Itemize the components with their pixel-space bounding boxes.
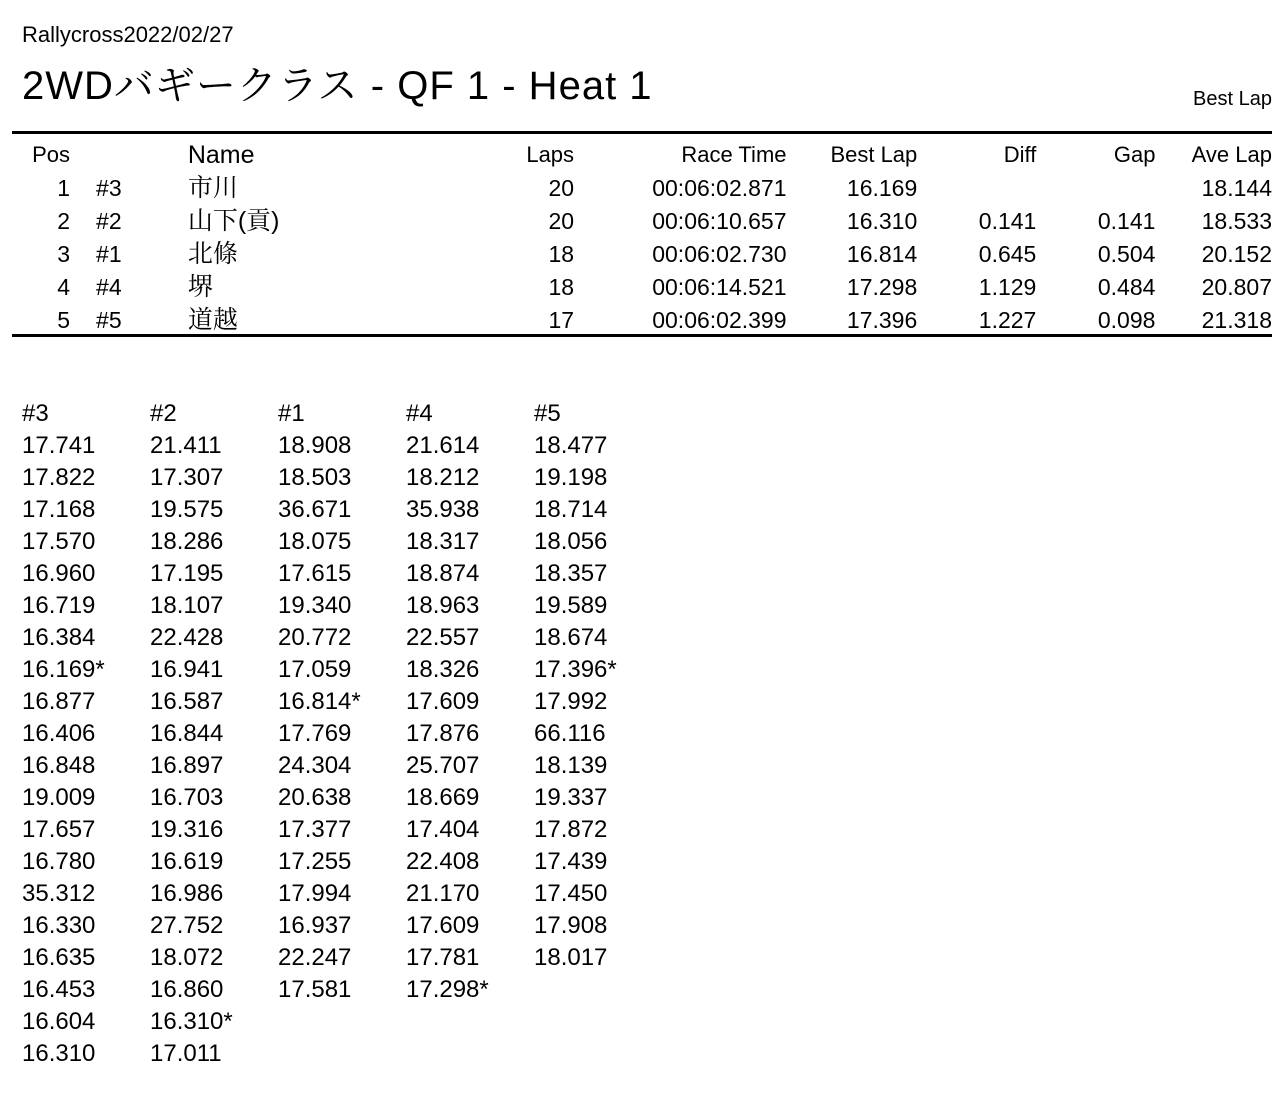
cell-gap: 0.098 (1097, 307, 1156, 333)
lap-cell: 17.396* (534, 656, 617, 683)
lap-cell: 16.619 (150, 848, 224, 875)
lap-cell: 16.703 (150, 784, 224, 811)
lap-cell: 35.312 (22, 880, 96, 907)
lap-cell: 16.406 (22, 720, 96, 747)
cell-gap: 0.141 (1097, 208, 1156, 234)
lap-cell: 18.075 (278, 528, 352, 555)
lap-cell: 19.340 (278, 592, 352, 619)
table-row (12, 271, 1272, 304)
cell-laps: 18 (548, 241, 575, 267)
cell-bestlap: 16.310 (846, 208, 918, 234)
lap-cell: 22.557 (406, 624, 480, 651)
lap-cell: 21.170 (406, 880, 480, 907)
lap-cell: 16.310* (150, 1008, 233, 1035)
col-header-racetime: Race Time (681, 142, 787, 167)
cell-name: 市川 (187, 174, 238, 202)
lap-column-header: #3 (22, 400, 49, 427)
lap-cell: 18.072 (150, 944, 224, 971)
lap-cell: 24.304 (278, 752, 352, 779)
lap-cell: 17.615 (278, 560, 352, 587)
lap-cell: 16.860 (150, 976, 224, 1003)
lap-cell: 19.198 (534, 464, 608, 491)
lap-column-car-4 (406, 398, 534, 1070)
lap-cell: 16.844 (150, 720, 224, 747)
lap-column-car-3 (22, 398, 150, 1070)
lap-cell: 18.107 (150, 592, 224, 619)
lap-cell: 17.609 (406, 912, 480, 939)
lap-cell: 22.408 (406, 848, 480, 875)
lap-cell: 16.310 (22, 1040, 96, 1067)
lap-cell (534, 1006, 662, 1038)
cell-bestlap: 16.169 (846, 175, 918, 201)
lap-cell: 16.780 (22, 848, 96, 875)
best-lap-legend: Best Lap (1193, 88, 1272, 110)
lap-cell: 16.453 (22, 976, 96, 1003)
lap-cell: 18.714 (534, 496, 608, 523)
lap-cell: 16.384 (22, 624, 96, 651)
lap-cell: 17.781 (406, 944, 480, 971)
cell-number: #3 (96, 175, 122, 201)
cell-racetime: 00:06:14.521 (652, 274, 787, 300)
lap-cell: 21.411 (150, 432, 222, 459)
lap-cell: 17.908 (534, 912, 608, 939)
lap-cell: 18.017 (534, 944, 608, 971)
lap-cell: 17.822 (22, 464, 96, 491)
cell-name: 山下(貢) (187, 207, 280, 235)
lap-cell: 17.255 (278, 848, 352, 875)
lap-cell: 17.657 (22, 816, 96, 843)
cell-bestlap: 17.298 (846, 274, 918, 300)
lap-cell: 19.589 (534, 592, 608, 619)
lap-cell: 22.428 (150, 624, 224, 651)
cell-racetime: 00:06:02.871 (652, 175, 787, 201)
lap-cell (278, 1006, 406, 1038)
lap-cell (534, 1038, 662, 1070)
lap-cell (406, 1006, 534, 1038)
cell-bestlap: 16.814 (846, 241, 918, 267)
cell-diff: 1.227 (978, 307, 1037, 333)
lap-cell: 18.056 (534, 528, 608, 555)
lap-cell: 16.937 (278, 912, 352, 939)
cell-pos: 4 (57, 274, 71, 300)
lap-cell: 17.609 (406, 688, 480, 715)
lap-cell: 16.604 (22, 1008, 96, 1035)
cell-pos: 3 (57, 241, 71, 267)
col-header-bestlap: Best Lap (830, 142, 918, 167)
col-header-pos: Pos (32, 142, 71, 167)
lap-cell: 17.994 (278, 880, 352, 907)
lap-cell: 35.938 (406, 496, 480, 523)
lap-column-car-5 (534, 398, 662, 1070)
lap-cell: 19.316 (150, 816, 224, 843)
lap-column-header: #2 (150, 400, 177, 427)
cell-number: #2 (96, 208, 122, 234)
lap-cell: 18.674 (534, 624, 608, 651)
cell-number: #4 (96, 274, 122, 300)
lap-cell: 18.874 (406, 560, 480, 587)
cell-diff: 0.141 (978, 208, 1037, 234)
col-header-diff: Diff (1003, 142, 1037, 167)
lap-cell: 16.986 (150, 880, 224, 907)
lap-cell: 17.876 (406, 720, 480, 747)
lap-cell: 16.814* (278, 688, 361, 715)
lap-cell: 17.298* (406, 976, 489, 1003)
lap-cell: 17.059 (278, 656, 352, 683)
lap-cell: 27.752 (150, 912, 224, 939)
lap-cell: 18.286 (150, 528, 224, 555)
cell-avelap: 21.318 (1201, 307, 1272, 333)
lap-cell (406, 1038, 534, 1070)
lap-cell: 17.741 (22, 432, 96, 459)
lap-cell: 18.212 (406, 464, 480, 491)
lap-column-car-1 (278, 398, 406, 1070)
cell-laps: 18 (548, 274, 575, 300)
divider-bottom (12, 334, 1272, 337)
lap-column-header: #5 (534, 400, 561, 427)
lap-cell: 16.877 (22, 688, 96, 715)
cell-pos: 2 (57, 208, 71, 234)
page-title: 2WDバギークラス - QF 1 - Heat 1 (22, 64, 653, 108)
col-header-number (74, 139, 176, 172)
divider-top (12, 131, 1272, 134)
lap-cell: 16.330 (22, 912, 96, 939)
lap-cell: 16.848 (22, 752, 96, 779)
lap-cell: 22.247 (278, 944, 352, 971)
lap-cell: 25.707 (406, 752, 480, 779)
lap-cell: 16.169* (22, 656, 105, 683)
cell-diff: 1.129 (978, 274, 1037, 300)
lap-cell: 17.404 (406, 816, 480, 843)
lap-cell: 66.116 (534, 720, 606, 747)
lap-cell: 17.992 (534, 688, 608, 715)
lap-cell: 17.450 (534, 880, 608, 907)
cell-laps: 20 (548, 175, 575, 201)
lap-cell: 18.503 (278, 464, 352, 491)
lap-cell: 20.772 (278, 624, 352, 651)
cell-name: 北條 (187, 240, 238, 268)
results-table (12, 139, 1272, 337)
lap-cell (534, 974, 662, 1006)
cell-name: 道越 (187, 306, 238, 334)
lap-cell: 17.570 (22, 528, 96, 555)
results-table-body (12, 172, 1272, 337)
lap-cell: 16.719 (22, 592, 96, 619)
cell-racetime: 00:06:02.730 (652, 241, 787, 267)
cell-pos: 1 (57, 175, 71, 201)
lap-column-header: #4 (406, 400, 433, 427)
table-row (12, 172, 1272, 205)
lap-cell: 18.317 (406, 528, 480, 555)
table-row (12, 304, 1272, 337)
cell-avelap: 20.152 (1201, 241, 1272, 267)
lap-cell: 16.587 (150, 688, 224, 715)
lap-cell: 17.872 (534, 816, 608, 843)
cell-gap: 0.484 (1097, 274, 1156, 300)
cell-gap (1036, 172, 1155, 205)
lap-cell: 19.575 (150, 496, 224, 523)
lap-cell: 17.168 (22, 496, 96, 523)
cell-name: 堺 (187, 273, 213, 301)
lap-cell: 18.326 (406, 656, 480, 683)
lap-cell: 17.195 (150, 560, 224, 587)
lap-cell: 16.635 (22, 944, 96, 971)
lap-cell: 18.139 (534, 752, 608, 779)
lap-cell: 17.439 (534, 848, 608, 875)
lap-cell: 17.011 (150, 1040, 222, 1067)
table-header-row (12, 139, 1272, 172)
cell-bestlap: 17.396 (846, 307, 918, 333)
cell-avelap: 20.807 (1201, 274, 1272, 300)
col-header-gap: Gap (1113, 142, 1156, 167)
lap-cell (278, 1038, 406, 1070)
cell-gap: 0.504 (1097, 241, 1156, 267)
lap-cell: 17.307 (150, 464, 224, 491)
lap-cell: 36.671 (278, 496, 352, 523)
col-header-laps: Laps (526, 142, 575, 167)
lap-cell: 18.357 (534, 560, 608, 587)
cell-diff: 0.645 (978, 241, 1037, 267)
cell-pos: 5 (57, 307, 71, 333)
lap-cell: 20.638 (278, 784, 352, 811)
lap-cell: 17.377 (278, 816, 352, 843)
cell-number: #1 (96, 241, 122, 267)
lap-cell: 18.669 (406, 784, 480, 811)
cell-avelap: 18.533 (1201, 208, 1272, 234)
lap-column-header: #1 (278, 400, 305, 427)
lap-cell: 21.614 (406, 432, 480, 459)
col-header-avelap: Ave Lap (1191, 142, 1272, 167)
lap-cell: 18.908 (278, 432, 352, 459)
col-header-name: Name (187, 141, 255, 169)
lap-cell: 19.009 (22, 784, 96, 811)
cell-laps: 17 (548, 307, 575, 333)
cell-laps: 20 (548, 208, 575, 234)
lap-cell: 16.897 (150, 752, 224, 779)
cell-number: #5 (96, 307, 122, 333)
cell-racetime: 00:06:10.657 (652, 208, 787, 234)
cell-racetime: 00:06:02.399 (652, 307, 787, 333)
lap-cell: 16.960 (22, 560, 96, 587)
results-table-header (12, 139, 1272, 172)
lap-cell: 16.941 (150, 656, 224, 683)
cell-diff (917, 172, 1036, 205)
lap-cell: 18.963 (406, 592, 480, 619)
table-row (12, 205, 1272, 238)
lap-cell: 19.337 (534, 784, 608, 811)
lap-cell: 18.477 (534, 432, 608, 459)
lap-column-car-2 (150, 398, 278, 1070)
lap-times-grid (22, 398, 662, 1070)
lap-cell: 17.581 (278, 976, 352, 1003)
lap-cell: 17.769 (278, 720, 352, 747)
event-name: Rallycross2022/02/27 (22, 22, 234, 47)
cell-avelap: 18.144 (1201, 175, 1272, 201)
table-row (12, 238, 1272, 271)
